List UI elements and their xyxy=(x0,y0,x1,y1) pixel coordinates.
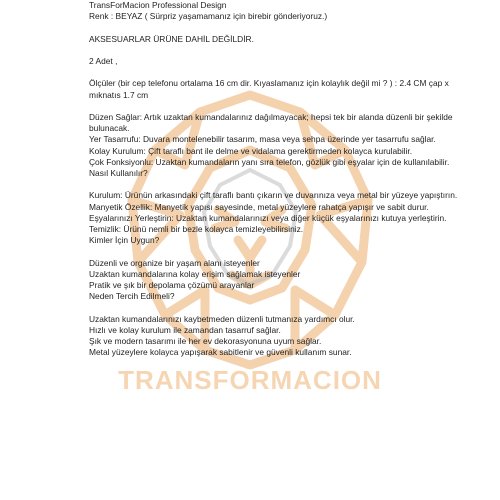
section-heading: Kimler İçin Uygun? xyxy=(89,235,160,246)
dimensions-line: Ölçüler (bir cep telefonu ortalama 16 cm dir. Kıyaslamanız için kolaylık değil mi ? ) : 2.4 CM çap x mıknatıs 1.7 cm xyxy=(89,78,449,100)
spacer xyxy=(89,22,479,33)
color-line: Renk : BEYAZ ( Sürpriz yaşamamanız için birebir gönderiyoruz.) xyxy=(89,11,328,22)
spacer xyxy=(89,179,479,190)
audience-line: Düzenli ve organize bir yaşam alanı isteyenler xyxy=(89,257,260,268)
brand-watermark-text: TRANSFORMACION xyxy=(118,365,382,395)
spacer xyxy=(89,67,479,78)
section-heading: Neden Tercih Edilmeli? xyxy=(89,291,175,302)
usage-line: Eşyalarınızı Yerleştirin: Uzaktan kumandalarınızı veya diğer küçük eşyalarınızı kutuya yerleştirin. xyxy=(89,212,447,223)
reason-line: Metal yüzeylere kolayca yapışarak sabitlenir ve güvenli kullanım sunar. xyxy=(89,347,352,358)
spacer xyxy=(89,246,479,257)
section-heading: Nasıl Kullanılır? xyxy=(89,167,148,178)
audience-line: Uzaktan kumandalarına kolay erişim sağlamak isteyenler xyxy=(89,268,301,279)
spacer xyxy=(89,101,479,112)
spacer xyxy=(89,302,479,313)
feature-line: Yer Tasarrufu: Duvara montelenebilir tasarım, masa veya sehpa üzerinde yer tasarrufu sağlar. xyxy=(89,134,436,145)
usage-line: Manyetik Özellik: Manyetik yapısı sayesinde, metal yüzeylere rahatça yapışır ve sabit durur. xyxy=(89,201,429,212)
spacer xyxy=(89,45,479,56)
audience-line: Pratik ve şık bir depolama çözümü arayanlar xyxy=(89,279,255,290)
reason-line: Uzaktan kumandalarınızı kaybetmeden düzenli tutmanıza yardımcı olur. xyxy=(89,313,355,324)
brand-title-line: TransForMacion Professional Design xyxy=(89,0,227,10)
feature-line: Düzen Sağlar: Artık uzaktan kumandalarınız dağılmayacak; hepsi tek bir alanda düzenli bir şekilde bulunacak. xyxy=(89,111,453,134)
product-description xyxy=(89,0,479,358)
usage-line: Temizlik: Ürünü nemli bir bezle kolayca temizleyebilirsiniz. xyxy=(89,223,304,234)
feature-line: Kolay Kurulum: Çift taraflı bant ile delme ve vidalama gerektirmeden kolayca kurulabilir. xyxy=(89,145,413,156)
quantity-line: 2 Adet , xyxy=(89,55,118,66)
feature-line: Çok Fonksiyonlu: Uzaktan kumandaların yanı sıra telefon, gözlük gibi eşyalar için de kullanılabilir. xyxy=(89,156,450,167)
usage-line: Kurulum: Ürünün arkasındaki çift taraflı bantı çıkarın ve duvarınıza veya metal bir yüzeye yapıştırın. xyxy=(89,190,458,201)
accessories-note: AKSESUARLAR ÜRÜNE DAHİL DEĞİLDİR. xyxy=(89,33,254,44)
reason-line: Hızlı ve kolay kurulum ile zamandan tasarruf sağlar. xyxy=(89,324,281,335)
reason-line: Şık ve modern tasarımı ile her ev dekorasyonuna uyum sağlar. xyxy=(89,335,322,346)
